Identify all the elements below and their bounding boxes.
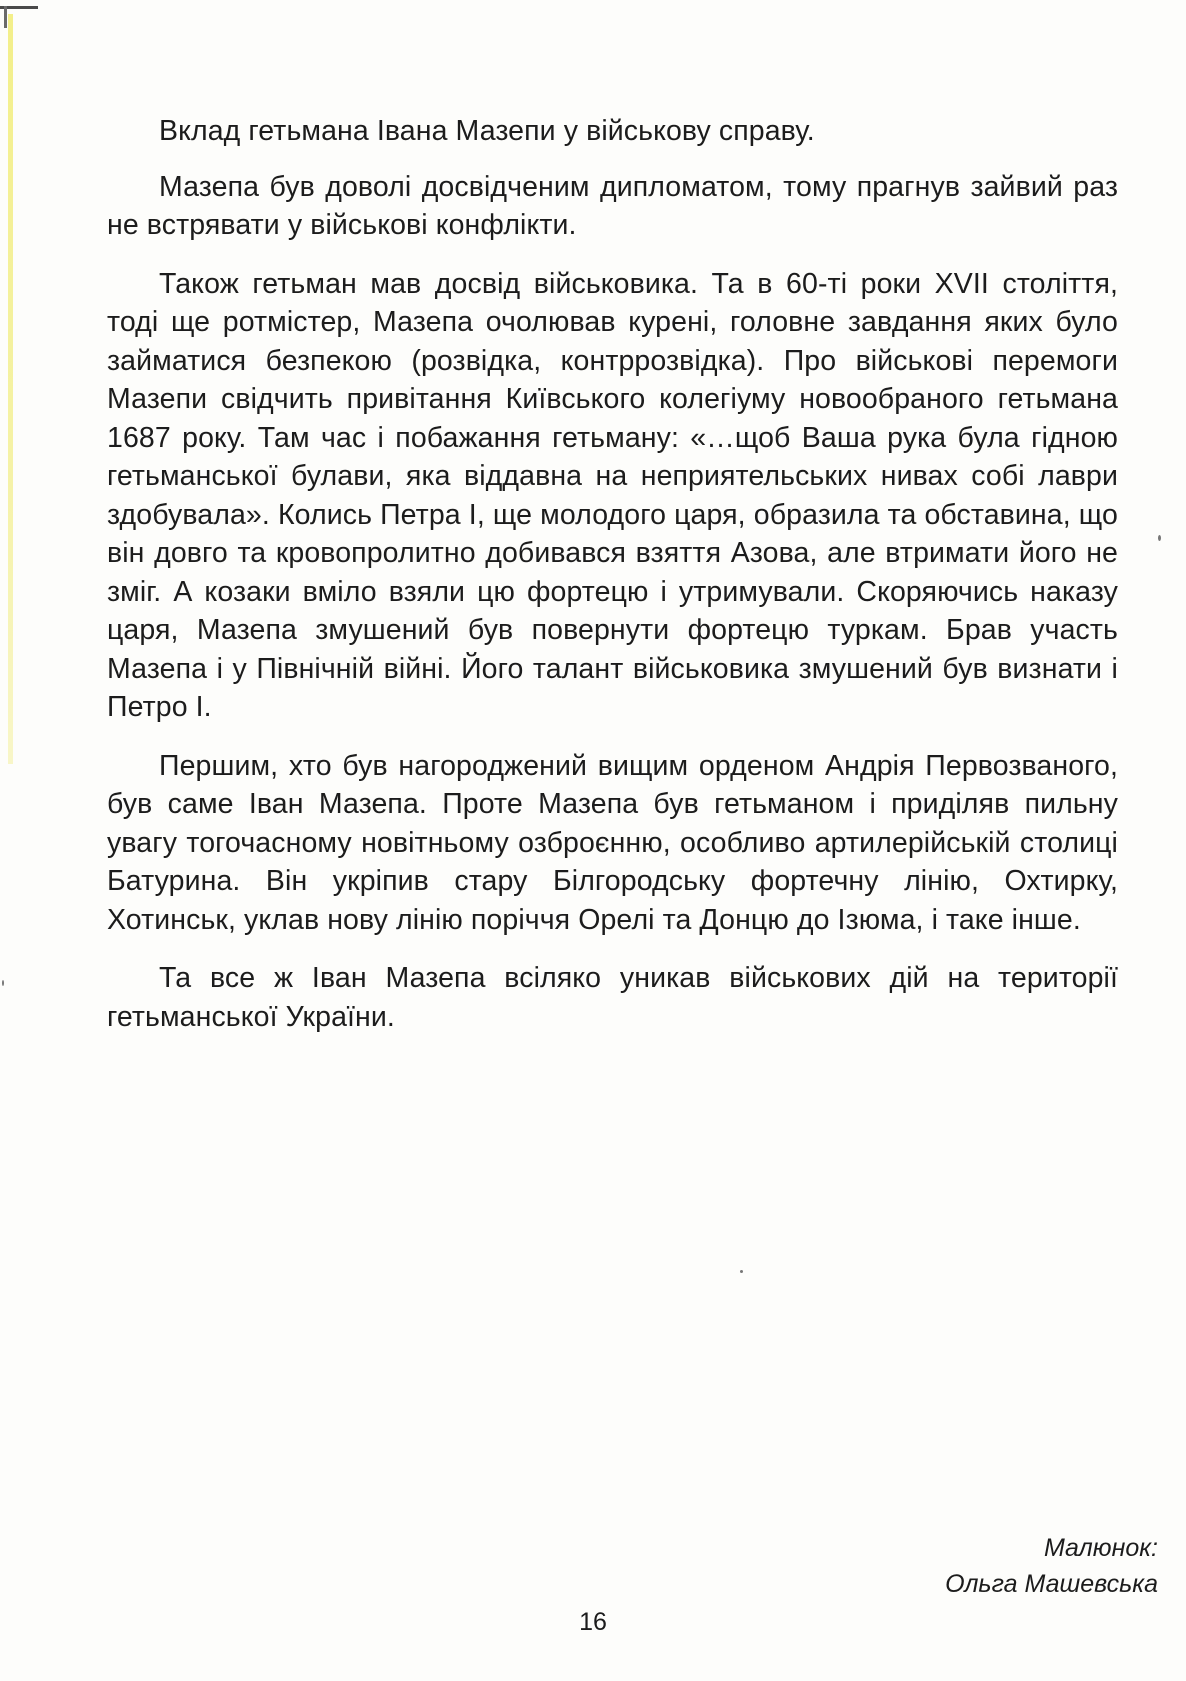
paragraph-military-experience: Також гетьман мав досвід військовика. Та в 60-ті роки XVII століття, тоді ще ротмістер, Мазепа очолював курені, головне завдання яких було займатися безпекою (розвідка, контррозвідка). Про військові перемоги Мазепи свідчить привітання Київського колегіуму новообраного гетьмана 1687 року. Там час і побажання гетьману: «…щоб Ваша рука була гідною гетьманської булави, яка віддавна на неприятельських нивах собі лаври здобувала». Колись Петра І, ще молодого царя, образила та обставина, що він довго та кровопролитно добивався взяття Азова, але втримати його не зміг. А козаки вміло взяли цю фортецю і утримували. Скоряючись наказу царя, Мазепа змушений був повернути фортецю туркам. Брав участь Мазепа і у Північній війні. Його талант військовика змушений був визнати і Петро І. [107,267,1118,723]
scan-speck [1158,535,1161,541]
scan-speck [740,1270,743,1273]
credit-author: Ольга Машевська [945,1570,1158,1598]
credit-label: Малюнок: [1043,1534,1158,1562]
paragraph-diplomacy: Мазепа був доволі досвідченим дипломатом, тому прагнув зайвий раз не встрявати у військові конфлікти. [107,170,1118,241]
illustration-credit [945,1530,1158,1602]
paragraph-conclusion: Та все ж Іван Мазепа всіляко уникав військових дій на території гетьманської України. [107,962,1118,1033]
article-body [107,112,1118,1056]
scan-corner-mark-vertical [4,6,7,28]
article-title: Вклад гетьмана Івана Мазепи у військову справу. [159,115,815,147]
scan-edge-strip [8,14,13,764]
scan-speck [2,980,4,986]
paragraph-order-and-fortifications: Першим, хто був нагороджений вищим орденом Андрія Первозваного, був саме Іван Мазепа. Проте Мазепа був гетьманом і приділяв пильну увагу тогочасному новітньому озброєнню, особливо артилерійській столиці Батурина. Він укріпив стару Білгородську фортечну лінію, Охтирку, Хотинськ, уклав нову лінію поріччя Орелі та Донцю до Ізюма, і таке інше. [107,749,1118,936]
page-number: 16 [579,1608,607,1636]
